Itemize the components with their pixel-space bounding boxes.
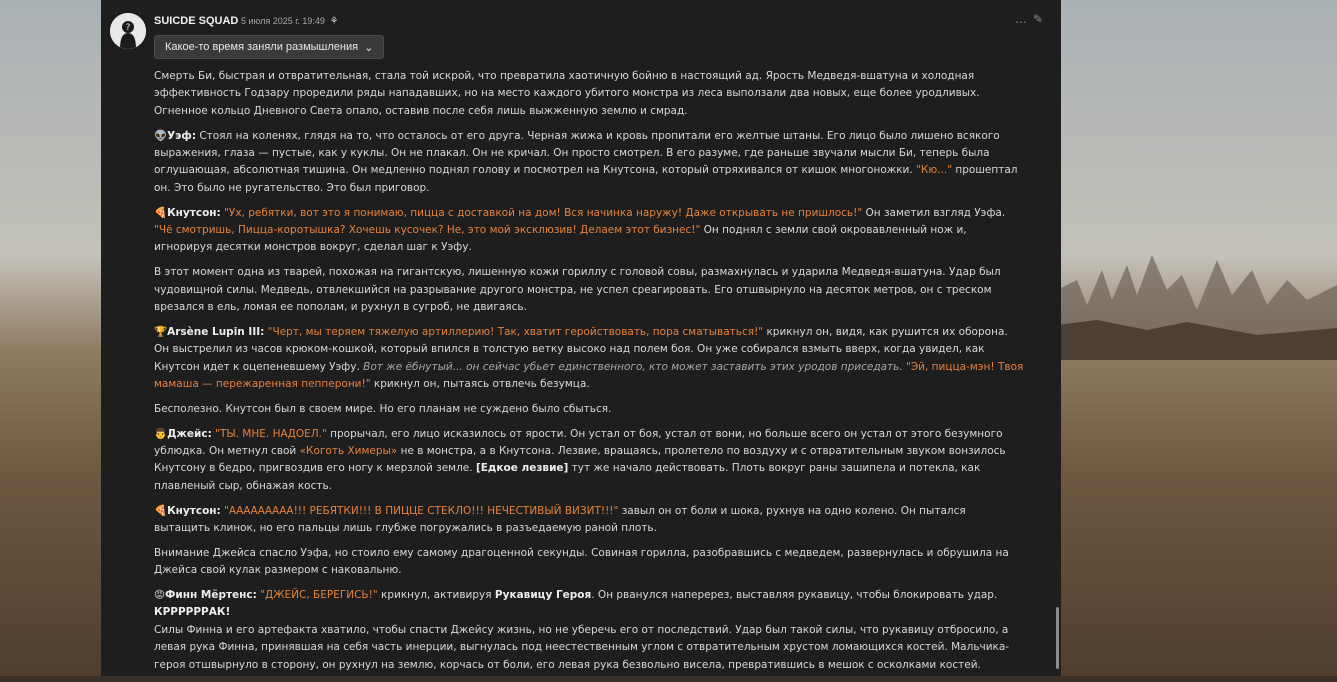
post-date-text: 5 июля 2025 г. 19:49 [241,16,325,26]
scrollbar-thumb[interactable] [1056,607,1059,669]
narration: прошептал он. Это было не ругательство. Это был приговор. [154,164,1018,194]
speaker-name: Уэф: [167,129,197,142]
paragraph [154,205,1024,257]
svg-text:?: ? [125,23,131,33]
item-name: Рукавицу Героя [494,589,592,602]
narration: не в монстра, а в Кнутсона. Лезвие, вращаясь, пролетело по воздуху и с отвратительным звуком вонзилось Кнутсону в бедро, пригвоздив его ногу к мерзлой земле. [154,445,1006,475]
flag-icon: ⚘ [329,16,339,27]
paragraph [154,426,1024,496]
paragraph [154,503,1024,538]
narration: Стоял на коленях, глядя на то, что осталось от его друга. Черная жижа и кровь пропитали его желтые штаны. Его лицо было лишено всякого выражения, глаза — пустые, как у куклы. Он не плакал. Он не кричал. Он просто смотрел. В его разуме, где раньше звучали мысли Би, теперь была оглушающая, абсолютная тишина. Он медленно поднял голову и посмотрел на Кнутсона, который отряхивался от кишок многоножки. [154,129,1000,177]
chevron-down-icon: ⌄ [364,41,374,54]
more-options-icon[interactable]: … [1014,12,1027,26]
speaker-name: Кнутсон: [167,206,221,219]
edit-icon[interactable]: ✎ [1032,12,1043,26]
dialogue: "Черт, мы теряем тяжелую артиллерию! Так, хватит геройствовать, пора сматываться!" [264,325,764,338]
narration: тут же начало действовать. Плоть вокруг раны зашипела и потекла, как плавленый сыр, обнажая кость. [154,462,981,492]
ruins-silhouette [1057,250,1337,360]
paragraph: Внимание Джейса спасло Уэфа, но стоило ему самому драгоценной секунды. Совиная горилла, разобравшись с медведем, развернулась и обрушила на Джейса свой кулак размером с наковальню. [154,546,1009,577]
paragraph [154,324,1024,394]
paragraph [154,128,1024,198]
paragraph: В этот момент одна из тварей, похожая на гигантскую, лишенную кожи гориллу с головой совы, размахнулась и ударила Медведя-вшатуна. Удар был чудовищной силы. Медведь, отвлекшийся на разрывание другого монстра, не успел среагировать. Его отшвырнуло на десяток метров, он с треском врезался в ель, ломая ее пополам, и рухнул в сугроб, не двигаясь. [154,266,1001,314]
post-container [101,0,1061,676]
narration: Он заметил взгляд Уэфа. [862,206,1006,219]
trophy-icon: 🏆 [154,325,168,338]
dialogue: "Ух, ребятки, вот это я понимаю, пицца с доставкой на дом! Вся начинка наружу! Даже открывать не пришлось!" [220,206,863,219]
spoiler-label: Какое-то время заняли размышления [165,41,359,53]
alien-icon: 👽 [154,129,168,142]
ability-name: [Едкое лезвие] [475,462,569,475]
paragraph [154,587,1024,622]
spoiler-toggle-button[interactable] [154,35,384,59]
speaker-name: Arsène Lupin III: [167,325,265,338]
paragraph: Смерть Би, быстрая и отвратительная, стала той искрой, что превратила хаотичную бойню в настоящий ад. Ярость Медведя-вшатуна и холодная эффективность Годзару проредили ряды нападавших, но на место каждого убитого монстра из леса выползали два новых, еще более уродливых. Огненное кольцо Дневного Света опало, оставив после себя лишь выжженную землю и смрад. [154,70,980,117]
dialogue: "ТЫ. МНЕ. НАДОЕЛ." [211,427,327,440]
speaker-name: Кнутсон: [167,504,221,517]
pizza-icon: 🍕 [154,206,168,219]
narration: крикнул, активируя [377,589,495,602]
post-author[interactable]: SUICDE SQUAD [154,15,239,27]
speaker-name: Джейс: [167,427,212,440]
narration: крикнул он, видя, как рушится их оборона. Он выстрелил из часов крюком-кошкой, который впился в толстую ветку высоко над полем боя. Он уже собирался взмыть вверх, когда увидел, как Кнутсон идет к оцепеневшему Уэфу. [154,325,1008,373]
post-actions [1015,12,1043,26]
narration: завыл он от боли и шока, рухнув на одно колено. Он пытался вытащить клинок, но его пальцы лишь глубже погружались в разъедаемую раной плоть. [154,504,966,535]
user-avatar[interactable] [110,13,146,49]
narration: . Он рванулся наперерез, выставляя рукавицу, чтобы блокировать удар. [591,589,998,602]
angry-face-icon: 😡 [154,589,165,602]
sound-effect: КРРРРРРАК! [154,606,231,619]
inner-thought: Вот же ёбнутый... он сейчас убьет единственного, кто может заставить этих уродов приседать. [363,360,903,373]
narration: Он поднял с земли свой окровавленный нож и, игнорируя десятки монстров вокруг, сделал шаг к Уэфу. [154,224,967,254]
pizza-icon: 🍕 [154,504,168,517]
paragraph: Бесполезно. Кнутсон был в своем мире. Но его планам не суждено было сбыться. [154,402,612,415]
avatar-silhouette-icon [110,13,146,49]
post-date [241,16,338,27]
dialogue: "ДЖЕЙС, БЕРЕГИСЬ!" [256,589,378,602]
dialogue: "Кю..." [916,164,953,177]
dialogue: "Чё смотришь, Пицца-коротышка? Хочешь кусочек? Не, это мой эксклюзив! Делаем этот бизнес!" [154,224,701,237]
paragraph: Силы Финна и его артефакта хватило, чтобы спасти Джейсу жизнь, но не уберечь его от последствий. Удар был такой силы, что рукавицу отбросило, а левая рука Финна, принявшая на себя часть инерции, выгнулась под неестественным углом с отвратительным хрустом ломающихся костей. Мальчика-героя отшвырнуло в сторону, он рухнул на землю, корчась от боли, его левая рука безвольно висела, превратившись в мешок с осколками костей. [154,623,1010,671]
dialogue: "ААААААААА!!! РЕБЯТКИ!!! В ПИЦЦЕ СТЕКЛО!!! НЕЧЕСТИВЫЙ ВИЗИТ!!!" [220,504,619,517]
man-icon: 👨 [154,427,168,440]
narration: крикнул он, пытаясь отвлечь безумца. [370,378,590,391]
item-name: «Коготь Химеры» [299,445,398,458]
dialogue: "Эй, пицца-мэн! Твоя мамаша — пережаренная пепперони!" [154,360,1024,391]
speaker-name: Финн Мёртенс: [164,589,257,602]
narration: прорычал, его лицо исказилось от ярости. Он устал от боя, устал от вони, но больше всего он устал от этого безумного ублюдка. Он метнул свой [154,427,1003,458]
post-body [154,68,1024,682]
